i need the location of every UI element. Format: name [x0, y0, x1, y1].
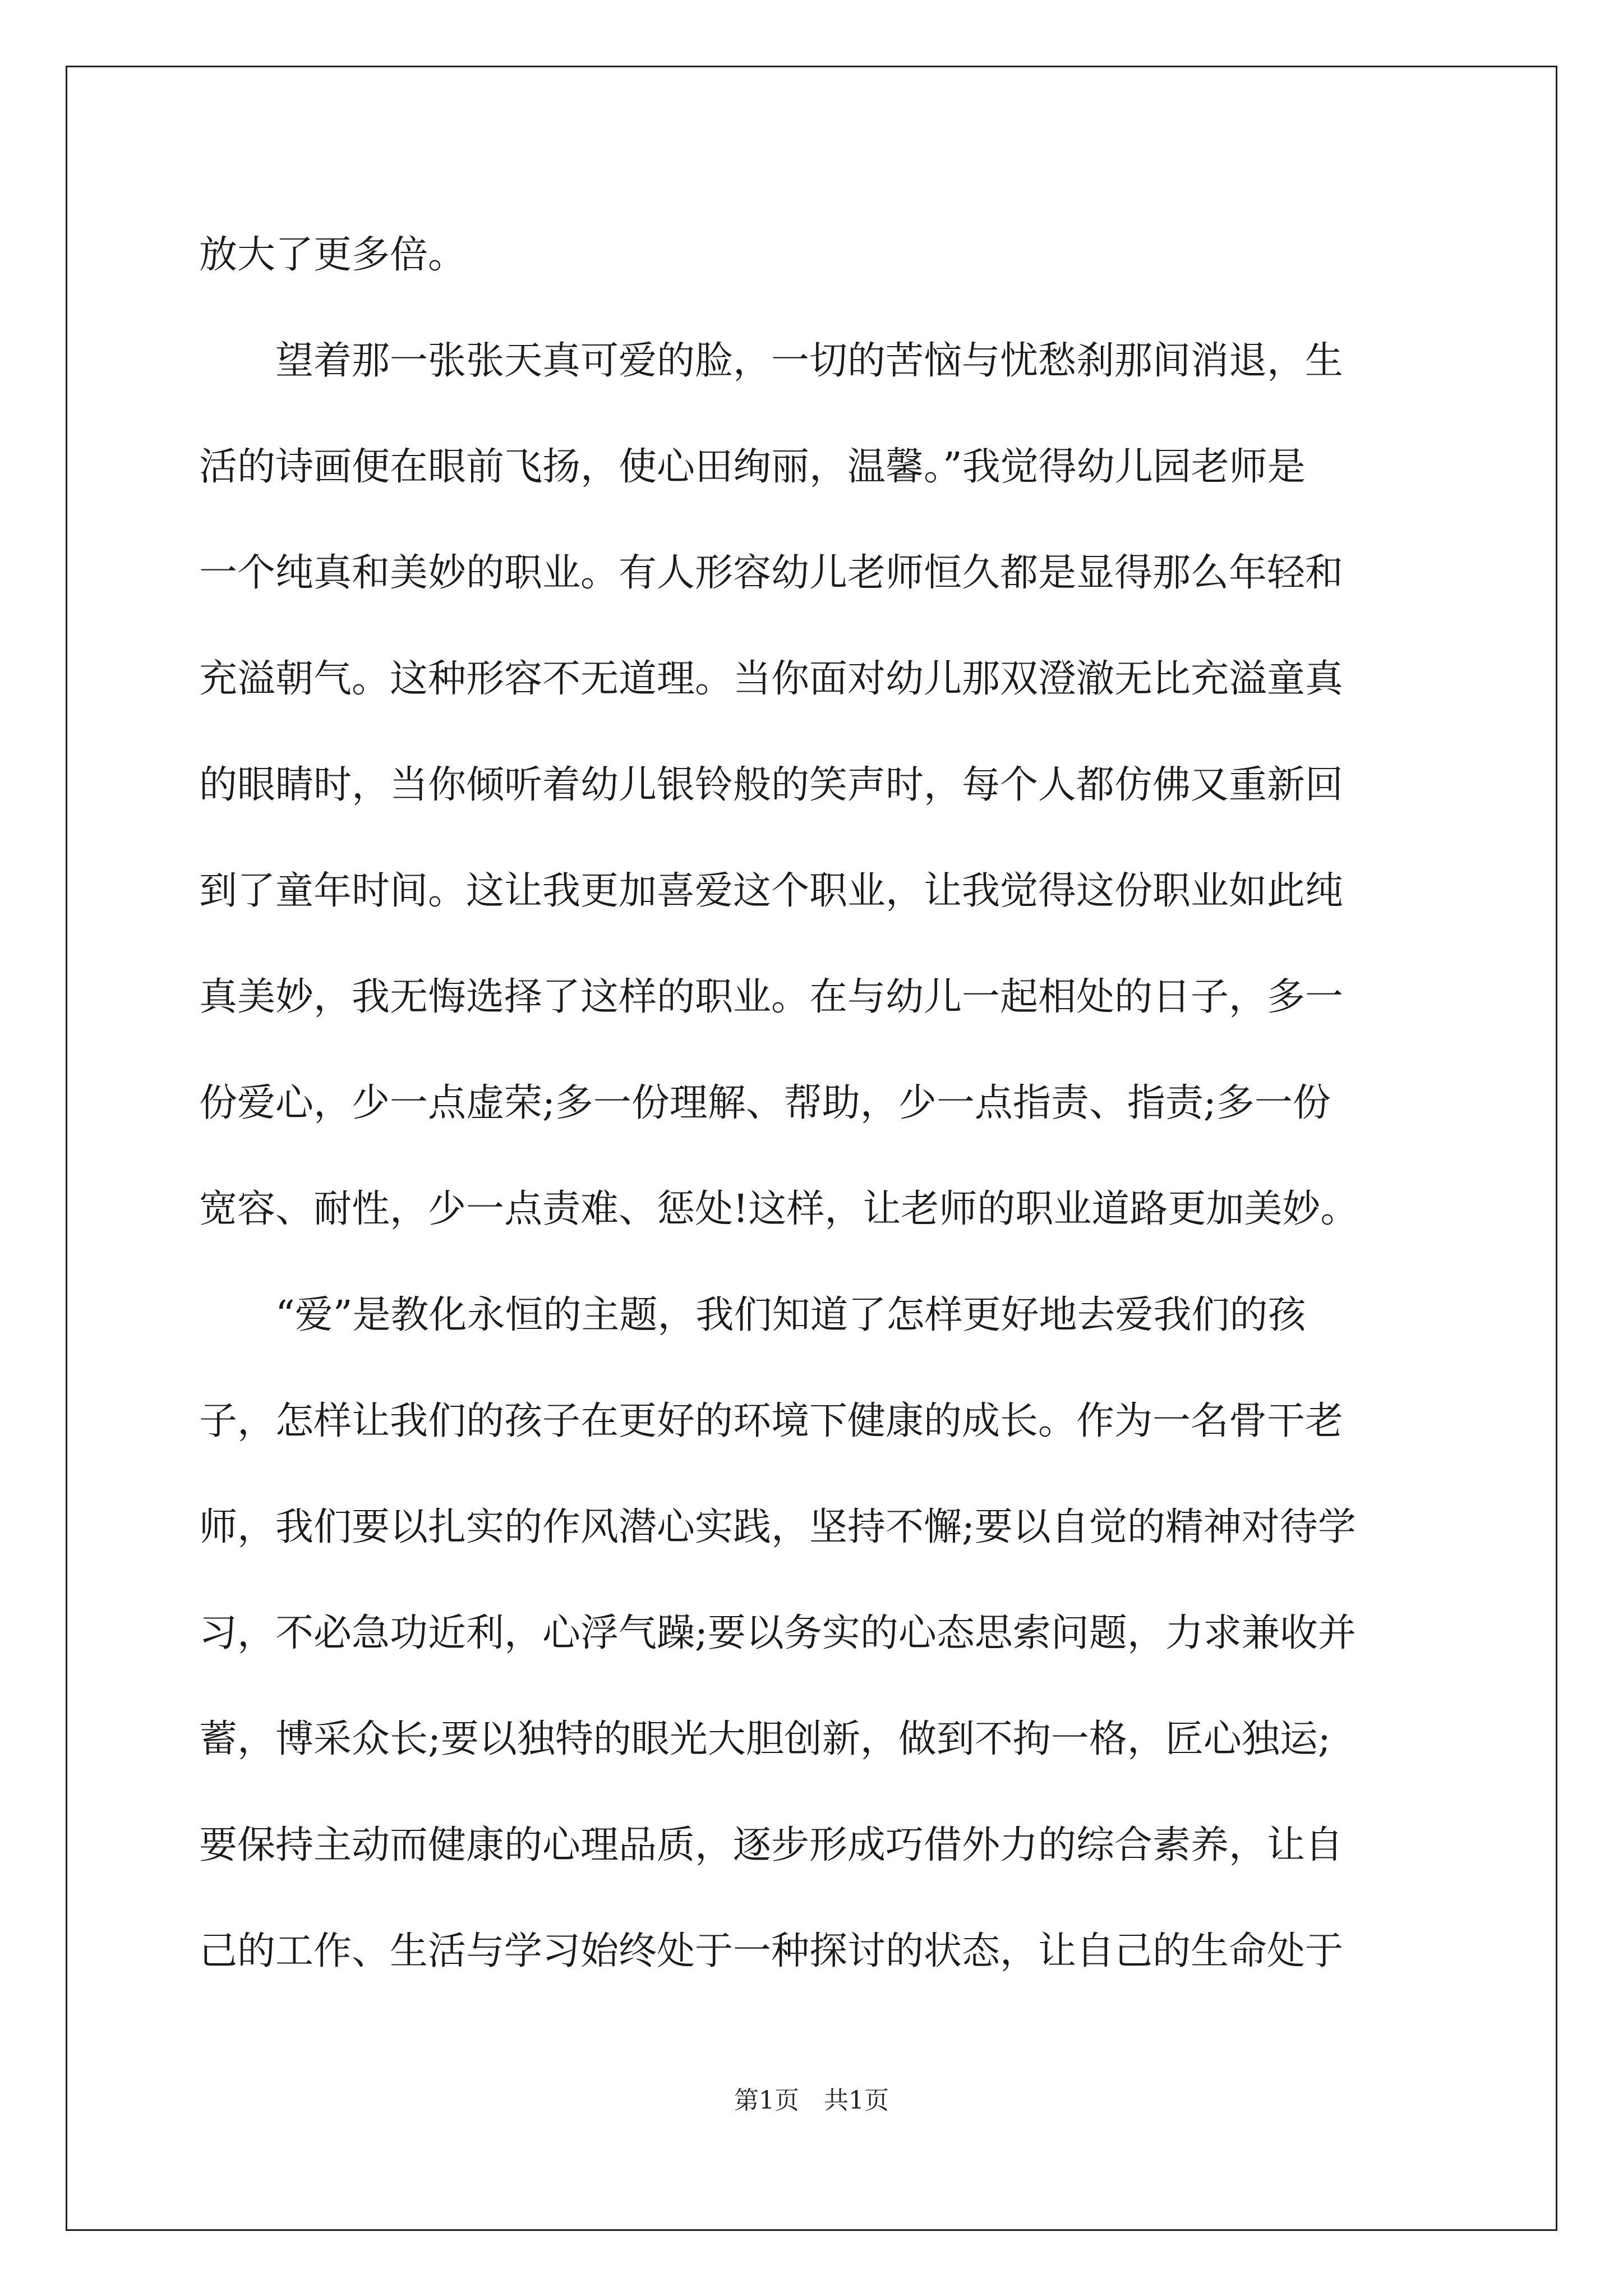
text-line: 己的工作、生活与学习始终处于一种探讨的状态，让自己的生命处于	[199, 1929, 1344, 1973]
text-line: 子，怎样让我们的孩子在更好的环境下健康的成长。作为一名骨干老	[199, 1399, 1344, 1443]
text-line: 到了童年时间。这让我更加喜爱这个职业，让我觉得这份职业如此纯	[199, 869, 1344, 913]
text-line: 要保持主动而健康的心理品质，逐步形成巧借外力的综合素养，让自	[199, 1823, 1344, 1867]
page-number: 第1页 共1页	[734, 2086, 889, 2115]
text-line: “爱”是教化永恒的主题，我们知道了怎样更好地去爱我们的孩	[275, 1293, 1306, 1337]
text-line: 一个纯真和美妙的职业。有人形容幼儿老师恒久都是显得那么年轻和	[199, 551, 1344, 595]
text-line: 份爱心，少一点虚荣;多一份理解、帮助，少一点指责、指责;多一份	[199, 1081, 1331, 1125]
text-line: 蓄，博采众长;要以独特的眼光大胆创新，做到不拘一格，匠心独运;	[199, 1717, 1331, 1761]
text-line: 充溢朝气。这种形容不无道理。当你面对幼儿那双澄澈无比充溢童真	[199, 657, 1344, 701]
page-footer	[0, 2084, 1623, 2118]
text-line: 望着那一张张天真可爱的脸，一切的苦恼与忧愁刹那间消退，生	[275, 339, 1344, 383]
text-line: 的眼睛时，当你倾听着幼儿银铃般的笑声时，每个人都仿佛又重新回	[199, 763, 1344, 807]
text-line: 师，我们要以扎实的作风潜心实践，坚持不懈;要以自觉的精神对待学	[199, 1505, 1356, 1549]
document-body	[199, 202, 1436, 2004]
text-line: 活的诗画便在眼前飞扬，使心田绚丽，温馨。”我觉得幼儿园老师是	[199, 445, 1306, 489]
text-line: 真美妙，我无悔选择了这样的职业。在与幼儿一起相处的日子，多一	[199, 975, 1344, 1019]
text-line: 宽容、耐性，少一点责难、惩处!这样，让老师的职业道路更加美妙。	[199, 1187, 1359, 1231]
text-line: 放大了更多倍。	[199, 233, 467, 277]
text-line: 习，不必急功近利，心浮气躁;要以务实的心态思索问题，力求兼收并	[199, 1611, 1356, 1655]
